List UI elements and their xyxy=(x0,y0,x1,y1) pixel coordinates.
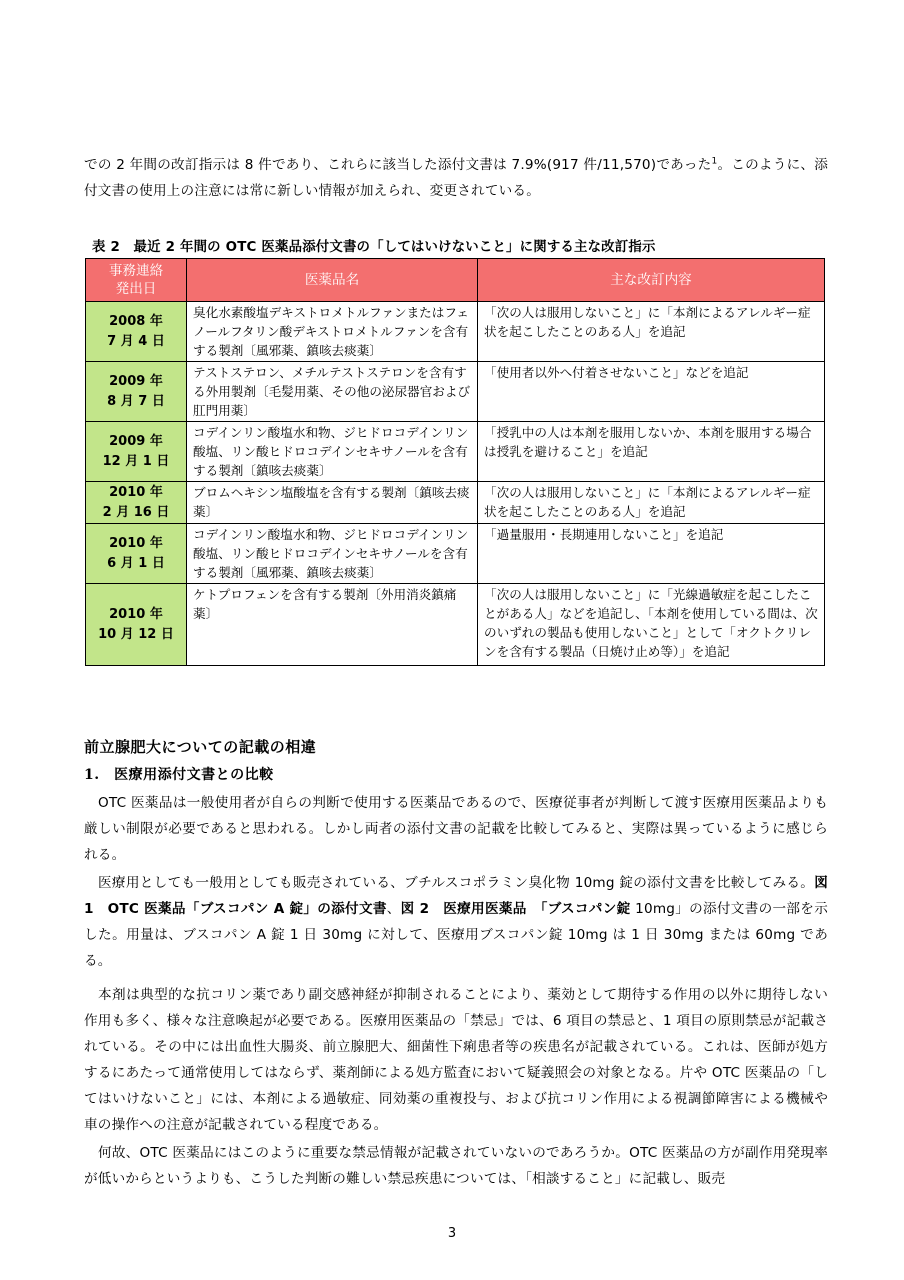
table-row xyxy=(86,524,825,584)
revision-cell: 「次の人は服用しないこと」に「光線過敏症を起こしたことがある人」などを追記し、「本剤を使用している間は、次のいずれの製品も使用しないこと」として「オクトクリレンを含有する製品（日焼け止め等）」を追記 xyxy=(478,584,825,666)
intro-text-cont: 。このように、添付文書の使用上の注意には常に新しい情報が加えられ、変更されている。 xyxy=(84,157,829,199)
drug-cell: コデインリン酸塩水和物、ジヒドロコデインリン酸塩、リン酸ヒドロコデインセキサノールを含有する製剤〔鎮咳去痰薬〕 xyxy=(187,422,478,482)
section-subtitle: 1. 医療用添付文書との比較 xyxy=(84,767,274,783)
table-row xyxy=(86,584,825,666)
date-cell: 2009 年 12 月 1 日 xyxy=(86,422,187,482)
figure-ref-1: 図 1 OTC 医薬品「ブスコパン A 錠」の添付文書 xyxy=(84,875,828,917)
table-row xyxy=(86,302,825,362)
body-paragraph-1: OTC 医薬品は一般使用者が自らの判断で使用する医薬品であるので、医療従事者が判断して渡す医療用医薬品よりも厳しい制限が必要であると思われる。しかし両者の添付文書の記載を比較してみると、実際は異っているように感じられる。 xyxy=(84,795,828,863)
table-row xyxy=(86,422,825,482)
footnote-marker: 1 xyxy=(711,156,718,167)
drug-cell: ケトプロフェンを含有する製剤〔外用消炎鎮痛薬〕 xyxy=(187,584,478,666)
revision-cell: 「使用者以外へ付着させないこと」などを追記 xyxy=(478,362,825,422)
table-row xyxy=(86,362,825,422)
header-date: 事務連絡 発出日 xyxy=(86,259,187,302)
revision-cell: 「過量服用・長期連用しないこと」を追記 xyxy=(478,524,825,584)
page-number: 3 xyxy=(447,1226,457,1241)
body-paragraph-4: 何故、OTC 医薬品にはこのように重要な禁忌情報が記載されていないのであろうか。OTC 医薬品の方が副作用発現率が低いからというよりも、こうした判断の難しい禁忌疾患については、「相談すること」に記載し、販売 xyxy=(84,1145,828,1187)
drug-cell: ブロムヘキシン塩酸塩を含有する製剤〔鎮咳去痰薬〕 xyxy=(187,482,478,524)
drug-cell: テストステロン、メチルテストステロンを含有する外用製剤〔毛髪用薬、その他の泌尿器官および肛門用薬〕 xyxy=(187,362,478,422)
p2-separator: 、 xyxy=(386,901,401,917)
intro-paragraph xyxy=(84,152,828,204)
revision-cell: 「次の人は服用しないこと」に「本剤によるアレルギー症状を起こしたことのある人」を追記 xyxy=(478,482,825,524)
header-revision: 主な改訂内容 xyxy=(478,259,825,302)
revision-cell: 「次の人は服用しないこと」に「本剤によるアレルギー症状を起こしたことのある人」を追記 xyxy=(478,302,825,362)
drug-cell: 臭化水素酸塩デキストロメトルファンまたはフェノールフタリン酸デキストロメトルファンを含有する製剤〔風邪薬、鎮咳去痰薬〕 xyxy=(187,302,478,362)
table-row xyxy=(86,482,825,524)
intro-text: での 2 年間の改訂指示は 8 件であり、これらに該当した添付文書は 7.9%(917 件/11,570)であった xyxy=(84,157,712,173)
body-paragraph-2 xyxy=(84,870,828,974)
drug-cell: コデインリン酸塩水和物、ジヒドロコデインリン酸塩、リン酸ヒドロコデインセキサノールを含有する製剤〔風邪薬、鎮咳去痰薬〕 xyxy=(187,524,478,584)
section-title: 前立腺肥大についての記載の相違 xyxy=(84,738,317,756)
p2-text-cont: 10mg」の添付文書の一部を示した。用量は、ブスコパン A 錠 1 日 30mg に対して、医療用ブスコパン錠 10mg は 1 日 30mg または 60mg である。 xyxy=(84,901,829,969)
body-paragraph-3: 本剤は典型的な抗コリン薬であり副交感神経が抑制されることにより、薬効として期待する作用の以外に期待しない作用も多く、様々な注意喚起が必要である。医療用医薬品の「禁忌」では、6 項目の禁忌と、1 項目の原則禁忌が記載されている。その中には出血性大腸炎、前立腺肥大、細菌性下痢患者等の疾患名が記載されている。これは、医師が処方するにあたって通常使用してはならず、薬剤師による処方監査において疑義照会の対象となる。片や OTC 医薬品の「してはいけないこと」には、本剤による過敏症、同効薬の重複投与、および抗コリン作用による視調節障害による機械や車の操作への注意が記載されている程度である。 xyxy=(84,987,828,1133)
p2-text: 医療用としても一般用としても販売されている、ブチルスコポラミン臭化物 10mg 錠の添付文書を比較してみる。 xyxy=(98,875,815,891)
figure-ref-2: 図 2 医療用医薬品 「ブスコパン錠 xyxy=(400,901,631,917)
date-cell: 2010 年 6 月 1 日 xyxy=(86,524,187,584)
date-cell: 2008 年 7 月 4 日 xyxy=(86,302,187,362)
table-caption: 表 2 最近 2 年間の OTC 医薬品添付文書の「してはいけないこと」に関する主な改訂指示 xyxy=(92,240,656,255)
revision-table xyxy=(85,258,825,666)
revision-cell: 「授乳中の人は本剤を服用しないか、本剤を服用する場合は授乳を避けること」を追記 xyxy=(478,422,825,482)
header-drug: 医薬品名 xyxy=(187,259,478,302)
table-header-row xyxy=(86,259,825,302)
date-cell: 2009 年 8 月 7 日 xyxy=(86,362,187,422)
date-cell: 2010 年 10 月 12 日 xyxy=(86,584,187,666)
date-cell: 2010 年 2 月 16 日 xyxy=(86,482,187,524)
